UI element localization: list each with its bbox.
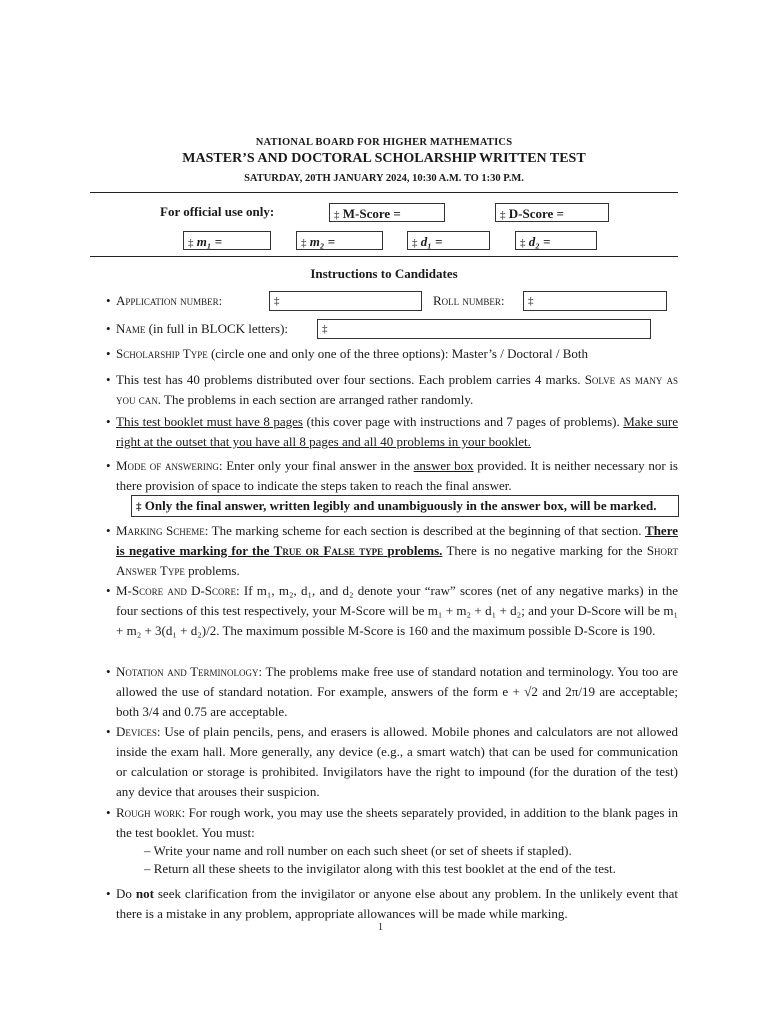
m-score-box: ‡ M-Score = [329,203,445,222]
rough-item: • Rough work: For rough work, you may use the sheets separately provided, in addition to the blank pages in the test booklet. You must: [106,805,678,840]
rough-subitem-1: – Write your name and roll number on each such sheet (or set of sheets if stapled). [144,843,572,858]
notation-item: • Notation and Terminology: The problems make free use of standard notation and terminology. You too are allowed the use of standard notation. For example, answers of the form e + √2 and 2π/19 are acceptable; both 3/4 and 0.75 are acceptable. [106,664,679,719]
marking-item: • Marking Scheme: The marking scheme for each section is described at the beginning of that section. There is negative marking for the True or False type problems. There is no negative marking for the Short Answer Type problems. [106,523,679,578]
name-item: • Name (in full in BLOCK letters): [106,321,289,336]
header-divider [90,192,678,193]
m1-box: ‡ m₁ = [183,231,271,250]
pages-item: • This test booklet must have 8 pages (this cover page with instructions and 7 pages of problems). Make sure right at the outset that you have all 8 pages and all 40 problems in your booklet. [106,414,678,449]
clarification-item: • Do not seek clarification from the invigilator or anyone else about any problem. In the unlikely event that there is a mistake in any problem, appropriate allowances will be made while marking. [106,886,679,921]
problems-item: • This test has 40 problems distributed over four sections. Each problem carries 4 marks. Solve as many as you can. The problems in each section are arranged rather randomly. [106,372,678,407]
scholarship-item: • Scholarship Type (circle one and only one of the three options): Master’s / Doctoral / Both [106,346,588,361]
application-label: Application number: [116,293,223,308]
application-number-input[interactable]: ‡ [269,291,422,311]
test-date: SATURDAY, 20TH JANUARY 2024, 10:30 A.M. TO 1:30 P.M. [244,173,524,184]
score-item: • M-Score and D-Score: If m₁, m₂, d₁, and d₂ denote your “raw” scores (net of any negative marks) in the four sections of this test respectively, your M-Score will be m₁ + m₂ + d₁ + d₂; and your D-Score will be m₁ + m₂ + 3(d₁ + d₂)/2. The maximum possible M-Score is 160 and the maximum possible D-Score is 190. [106,583,678,638]
mode-item: • Mode of answering: Enter only your final answer in the answer box provided. It is neither necessary nor is there provision of space to indicate the steps taken to reach the final answer. [106,458,678,493]
devices-item: • Devices: Use of plain pencils, pens, and erasers is allowed. Mobile phones and calculators are not allowed inside the exam hall. More generally, any device (e.g., a smart watch) that can be used for communication or calculation or storage is prohibited. Invigilators have the right to impound (for the duration of the test) any device that arouses their suspicion. [106,724,679,799]
application-item: • Application number: [106,293,223,308]
name-input[interactable]: ‡ [317,319,651,339]
final-answer-notice: ‡ Only the final answer, written legibly and unambiguously in the answer box, will be marked. [131,495,679,517]
official-use-label: For official use only: [160,204,275,219]
test-title: MASTER’S AND DOCTORAL SCHOLARSHIP WRITTEN TEST [182,151,586,166]
d2-box: ‡ d₂ = [515,231,597,250]
rough-subitem-2: – Return all these sheets to the invigilator along with this test booklet at the end of the test. [144,861,616,876]
m2-box: ‡ m₂ = [296,231,383,250]
board-name: NATIONAL BOARD FOR HIGHER MATHEMATICS [255,137,513,148]
roll-label: Roll number: [433,293,505,308]
d-score-box: ‡ D-Score = [495,203,609,222]
official-divider [90,256,678,257]
instructions-title: Instructions to Candidates [310,266,458,281]
page-number: 1 [378,922,383,933]
roll-number-input[interactable]: ‡ [523,291,667,311]
d1-box: ‡ d₁ = [407,231,490,250]
